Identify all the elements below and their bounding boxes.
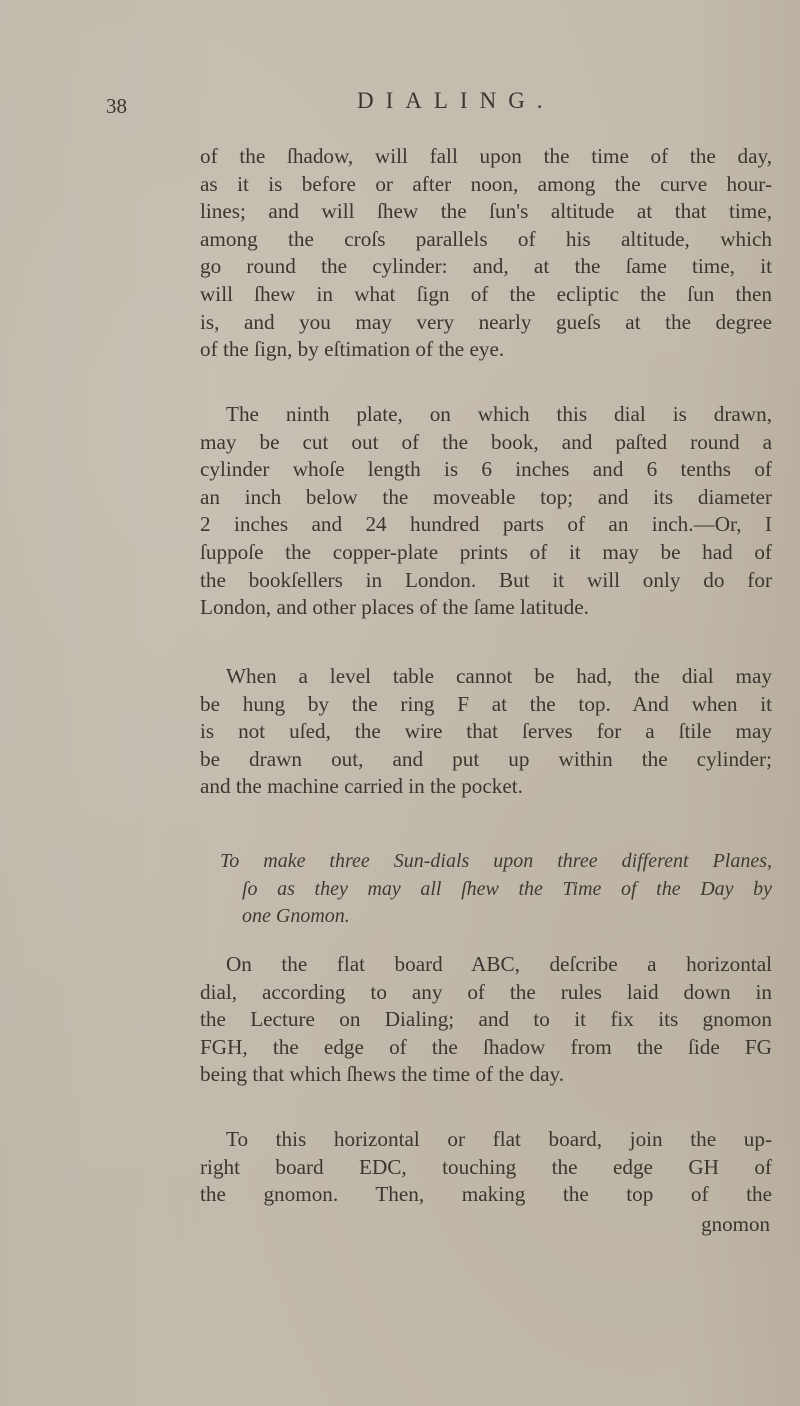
- text-line: be drawn out, and put up within the cylinder;: [200, 746, 772, 771]
- text-line: of the ſign, by eſtimation of the eye.: [200, 337, 505, 362]
- text-line: To this horizontal or flat board, join the up-: [226, 1127, 772, 1151]
- paragraph-continuation: [200, 143, 772, 364]
- text-line: an inch below the moveable top; and its diameter: [200, 484, 772, 509]
- text-line: among the croſs parallels of his altitude, which: [200, 226, 772, 251]
- text-line: FGH, the edge of the ſhadow from the ſide FG: [200, 1034, 772, 1059]
- text-line: is, and you may very nearly gueſs at the degree: [200, 309, 772, 334]
- text-line: the gnomon. Then, making the top of the: [200, 1182, 772, 1207]
- text-line: dial, according to any of the rules laid down in: [200, 979, 772, 1004]
- text-line: On the flat board ABC, deſcribe a horizontal: [226, 952, 772, 976]
- text-line: as it is before or after noon, among the curve hour-: [200, 171, 772, 196]
- text-line: being that which ſhews the time of the day.: [200, 1062, 565, 1087]
- paragraph-upright-board: [200, 1126, 772, 1209]
- text-line: go round the cylinder: and, at the ſame time, it: [200, 254, 772, 279]
- text-line: right board EDC, touching the edge GH of: [200, 1154, 772, 1179]
- running-head: DIALING.: [357, 88, 555, 113]
- text-line: ſuppoſe the copper-plate prints of it may be had of: [200, 539, 772, 564]
- catchword: gnomon: [701, 1212, 770, 1236]
- text-line: will ſhew in what ſign of the ecliptic the ſun then: [200, 281, 772, 306]
- text-line: of the ſhadow, will fall upon the time of the day,: [200, 144, 772, 168]
- text-line: be hung by the ring F at the top. And when it: [200, 691, 772, 716]
- text-line: cylinder whoſe length is 6 inches and 6 tenths of: [200, 457, 772, 482]
- text-line: the bookſellers in London. But it will only do for: [200, 567, 772, 592]
- text-line: lines; and will ſhew the ſun's altitude at that time,: [200, 199, 772, 224]
- text-line: may be cut out of the book, and paſted round a: [200, 429, 772, 454]
- text-line: 2 inches and 24 hundred parts of an inch.—Or, I: [200, 512, 772, 537]
- text-line: the Lecture on Dialing; and to it fix its gnomon: [200, 1007, 772, 1032]
- paragraph-flat-board: [200, 951, 772, 1089]
- text-line: and the machine carried in the pocket.: [200, 774, 523, 799]
- heading-line: one Gnomon.: [242, 905, 350, 928]
- text-line: When a level table cannot be had, the dial may: [226, 664, 772, 688]
- heading-line: ſo as they may all ſhew the Time of the Day by: [242, 877, 772, 900]
- heading-line: To make three Sun-dials upon three different Planes,: [220, 850, 772, 872]
- paragraph-ninth-plate: [200, 401, 772, 622]
- paragraph-level-table: [200, 663, 772, 801]
- page-number: 38: [106, 94, 127, 118]
- text-line: London, and other places of the ſame latitude.: [200, 595, 589, 620]
- text-line: The ninth plate, on which this dial is drawn,: [226, 402, 772, 426]
- section-heading: [220, 848, 772, 931]
- text-line: is not uſed, the wire that ſerves for a ſtile may: [200, 719, 772, 744]
